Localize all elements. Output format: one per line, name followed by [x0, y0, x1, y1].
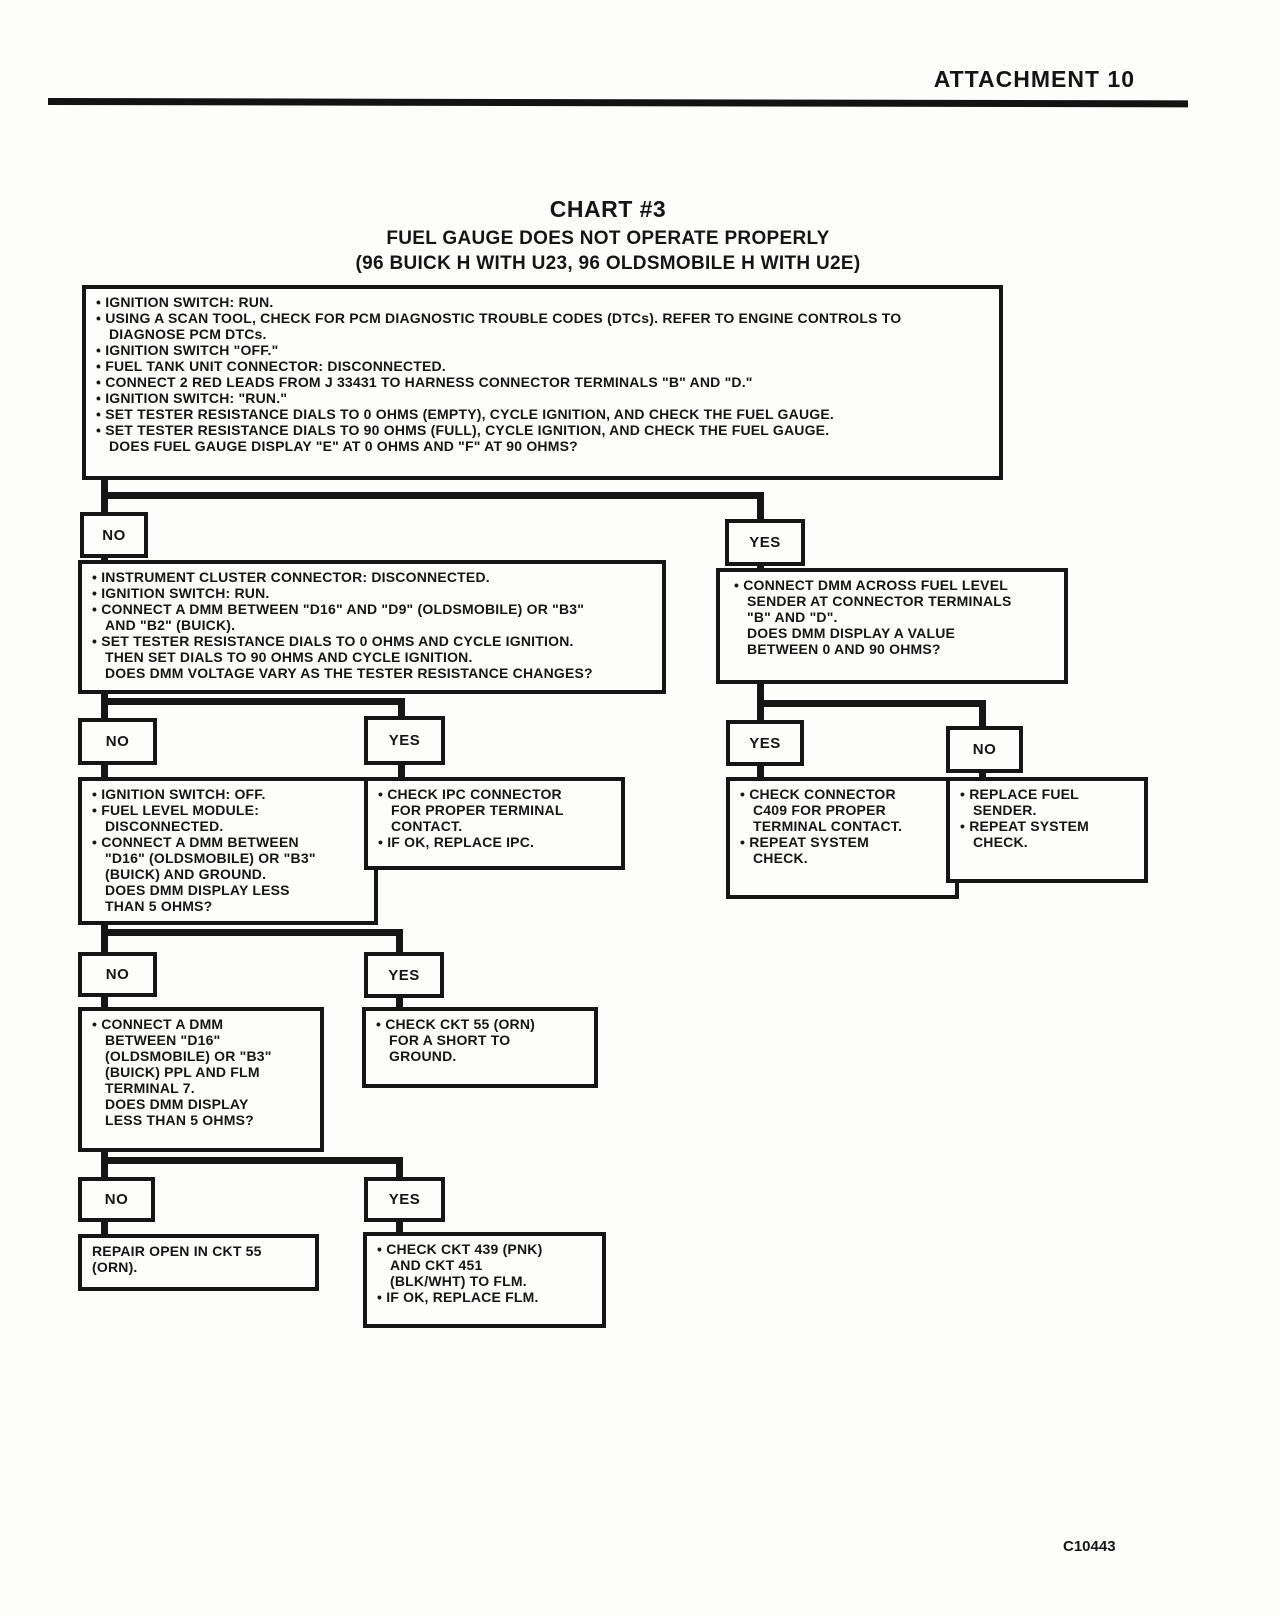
decision-label: YES [749, 534, 781, 551]
flow-line: • IGNITION SWITCH: OFF. [92, 786, 266, 802]
flow-line: TERMINAL 7. [105, 1080, 195, 1096]
attachment-label: ATTACHMENT 10 [933, 66, 1135, 92]
flow-line: SENDER AT CONNECTOR TERMINALS [747, 593, 1012, 609]
flow-line: • USING A SCAN TOOL, CHECK FOR PCM DIAGNOSTIC TROUBLE CODES (DTCs). REFER TO ENGINE CONTROLS TO [96, 310, 902, 326]
decision-label: YES [388, 966, 420, 984]
flow-line: BETWEEN 0 AND 90 OHMS? [747, 641, 941, 657]
flow-line: GROUND. [389, 1048, 457, 1064]
flow-line: "D16" (OLDSMOBILE) OR "B3" [105, 850, 316, 866]
flow-line: AND CKT 451 [390, 1257, 483, 1273]
flow-box-system-check [82, 285, 1003, 480]
flow-line: CHECK. [973, 834, 1028, 850]
flow-box-flm-terminal-test [78, 1007, 324, 1152]
chart-applicability: (96 BUICK H WITH U23, 96 OLDSMOBILE H WITH U2E) [355, 253, 861, 274]
decision-label: NO [105, 733, 130, 750]
flow-box-flm-ground-test [78, 777, 378, 925]
decision-label: NO [972, 741, 997, 758]
flow-line: • REPEAT SYSTEM [740, 834, 869, 850]
title-block [8, 196, 1208, 275]
flow-line: • CHECK CONNECTOR [740, 786, 896, 802]
flow-line: DOES DMM VOLTAGE VARY AS THE TESTER RESISTANCE CHANGES? [105, 665, 593, 681]
flow-connector [101, 492, 764, 499]
decision-no-level4 [78, 1177, 155, 1222]
flow-line: (OLDSMOBILE) OR "B3" [105, 1048, 272, 1064]
flow-line: C409 FOR PROPER [753, 802, 886, 818]
decision-no-level2-left [78, 718, 157, 765]
flow-line: • REPEAT SYSTEM [960, 818, 1089, 834]
flow-line: • REPLACE FUEL [960, 786, 1079, 802]
decision-label: NO [105, 966, 130, 983]
decision-no-level3 [78, 952, 157, 997]
flow-line: FOR PROPER TERMINAL [391, 802, 564, 818]
flow-line: • CONNECT DMM ACROSS FUEL LEVEL [734, 577, 1008, 593]
flow-line: BETWEEN "D16" [105, 1032, 221, 1048]
flow-line: (ORN). [92, 1259, 138, 1275]
decision-label: YES [749, 734, 781, 752]
header-rule [48, 98, 1188, 107]
flow-line: • CHECK CKT 55 (ORN) [376, 1016, 536, 1032]
flow-connector [101, 929, 403, 936]
flow-connector [757, 700, 986, 707]
flow-line: • IGNITION SWITCH: RUN. [92, 585, 270, 601]
flow-line: • IGNITION SWITCH: RUN. [96, 294, 274, 310]
flow-line: DOES FUEL GAUGE DISPLAY "E" AT 0 OHMS AND "F" AT 90 OHMS? [109, 438, 578, 454]
decision-yes-level2-left [364, 716, 445, 765]
flow-line: • IGNITION SWITCH: "RUN." [96, 390, 288, 406]
flow-line: • SET TESTER RESISTANCE DIALS TO 0 OHMS AND CYCLE IGNITION. [92, 633, 574, 649]
decision-label: YES [388, 1191, 421, 1208]
decision-label: NO [104, 1191, 129, 1208]
flow-line: DISCONNECTED. [105, 818, 224, 834]
flow-line: DIAGNOSE PCM DTCs. [109, 326, 267, 342]
flow-line: "B" AND "D". [747, 609, 838, 625]
flow-line: • IGNITION SWITCH "OFF." [96, 342, 279, 358]
flow-line: • CHECK IPC CONNECTOR [378, 786, 562, 802]
flow-line: (BUICK) PPL AND FLM [105, 1064, 260, 1080]
flow-line: • SET TESTER RESISTANCE DIALS TO 90 OHMS (FULL), CYCLE IGNITION, AND CHECK THE FUEL GAUGE. [96, 422, 830, 438]
flow-line: • CONNECT A DMM [92, 1016, 224, 1032]
flow-line: (BLK/WHT) TO FLM. [390, 1273, 527, 1289]
flow-line: THAN 5 OHMS? [105, 898, 213, 914]
flow-line: • CONNECT A DMM BETWEEN "D16" AND "D9" (OLDSMOBILE) OR "B3" [92, 601, 585, 617]
decision-label: YES [388, 732, 421, 749]
flow-line: TERMINAL CONTACT. [753, 818, 903, 834]
flow-line: AND "B2" (BUICK). [105, 617, 236, 633]
flow-box-c409-check [726, 777, 959, 899]
flow-line: • FUEL TANK UNIT CONNECTOR: DISCONNECTED. [96, 358, 446, 374]
flow-line: • IF OK, REPLACE FLM. [377, 1289, 539, 1305]
decision-no-level2-right [946, 726, 1023, 773]
flow-line: FOR A SHORT TO [389, 1032, 511, 1048]
chart-title: FUEL GAUGE DOES NOT OPERATE PROPERLY [386, 228, 830, 249]
decision-label: NO [102, 526, 126, 544]
flow-line: • INSTRUMENT CLUSTER CONNECTOR: DISCONNECTED. [92, 569, 490, 585]
flow-line: • CONNECT A DMM BETWEEN [92, 834, 299, 850]
flow-line: • CONNECT 2 RED LEADS FROM J 33431 TO HARNESS CONNECTOR TERMINALS "B" AND "D." [96, 374, 753, 390]
flow-line: LESS THAN 5 OHMS? [105, 1112, 254, 1128]
flow-line: (BUICK) AND GROUND. [105, 866, 267, 882]
decision-yes-level1 [725, 519, 805, 566]
flow-box-ckt55-short [362, 1007, 598, 1088]
flow-line: SENDER. [973, 802, 1037, 818]
decision-no-level1 [80, 512, 148, 558]
flow-box-ipc-check [364, 777, 625, 870]
flow-box-repair-ckt55 [78, 1234, 319, 1291]
flow-box-cluster-test [78, 560, 666, 694]
flow-line: • FUEL LEVEL MODULE: [92, 802, 260, 818]
flow-box-sender-test [716, 568, 1068, 684]
flow-line: • SET TESTER RESISTANCE DIALS TO 0 OHMS (EMPTY), CYCLE IGNITION, AND CHECK THE FUEL GAUGE. [96, 406, 834, 422]
decision-yes-level2-right [726, 720, 804, 766]
chart-number: CHART #3 [549, 196, 667, 222]
decision-yes-level4 [364, 1177, 445, 1222]
flow-box-replace-sender [946, 777, 1148, 883]
flow-connector [101, 698, 405, 705]
flow-line: CONTACT. [391, 818, 463, 834]
flow-line: DOES DMM DISPLAY A VALUE [747, 625, 956, 641]
flow-line: • CHECK CKT 439 (PNK) [377, 1241, 543, 1257]
flow-connector [101, 1157, 403, 1164]
figure-code: C10443 [1063, 1538, 1116, 1555]
flow-line: DOES DMM DISPLAY LESS [105, 882, 290, 898]
flow-line: • IF OK, REPLACE IPC. [378, 834, 535, 850]
flow-box-ckt439-check [363, 1232, 606, 1328]
flow-line: REPAIR OPEN IN CKT 55 [92, 1243, 262, 1259]
flow-line: CHECK. [753, 850, 808, 866]
flow-line: DOES DMM DISPLAY [105, 1096, 249, 1112]
decision-yes-level3 [364, 952, 444, 998]
flow-line: THEN SET DIALS TO 90 OHMS AND CYCLE IGNITION. [105, 649, 473, 665]
